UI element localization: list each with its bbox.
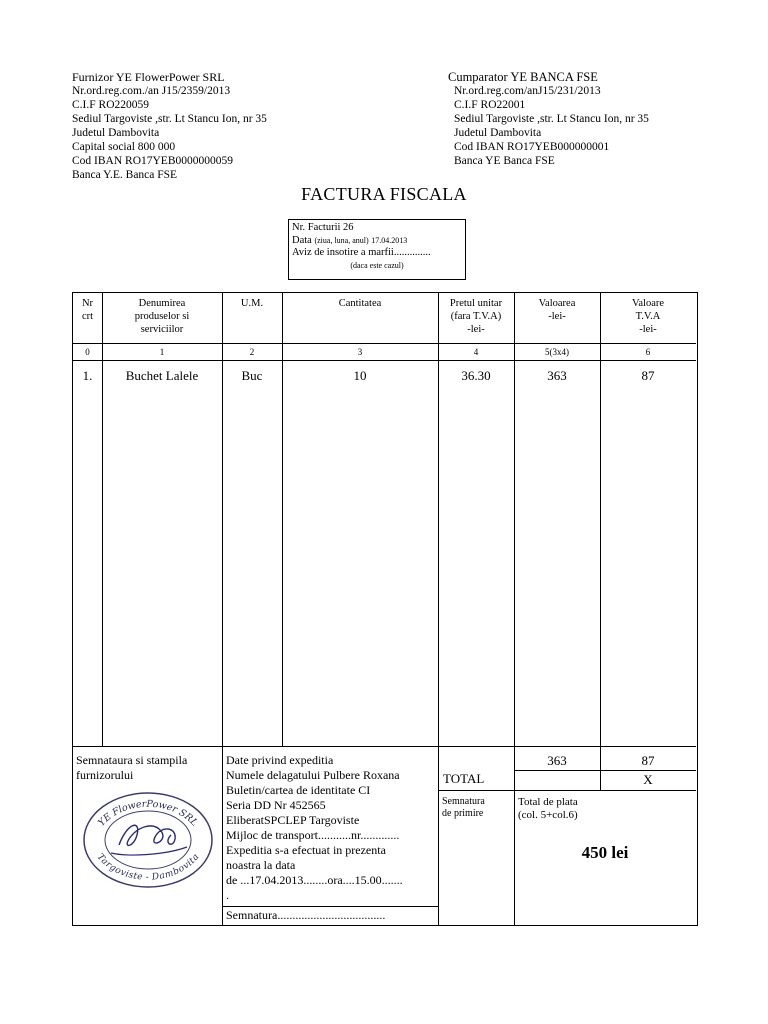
invoice-date-label: Data [292, 234, 312, 246]
buyer-line: Sediul Targoviste ,str. Lt Stancu Ion, nr 35 [454, 113, 649, 125]
supplier-info [72, 70, 267, 182]
buyer-line: Banca YE Banca FSE [454, 155, 555, 167]
supplier-line: Capital social 800 000 [72, 141, 176, 153]
col-divider [438, 293, 439, 925]
header-divider [73, 343, 696, 344]
signature-underline [111, 847, 187, 855]
buyer-line: Nr.ord.reg.com/anJ15/231/2013 [454, 85, 601, 97]
supplier-line: Banca Y.E. Banca FSE [72, 169, 178, 181]
row-pret: 36.30 [461, 368, 491, 383]
stamp-bottom-text: Targoviste - Dambovita [94, 852, 202, 883]
total-bottom-divider [438, 790, 696, 791]
invoice-date [292, 235, 462, 248]
supplier-line: Furnizor YE FlowerPower SRL [72, 70, 225, 84]
aviz-hint: (daca este cazul) [350, 260, 404, 270]
column-number: 3 [357, 347, 363, 357]
supplier-line: Judetul Dambovita [72, 127, 160, 139]
supplier-line: Cod IBAN RO17YEB0000000059 [72, 155, 234, 167]
buyer-line: Cod IBAN RO17YEB000000001 [454, 141, 610, 153]
buyer-line: Judetul Dambovita [454, 127, 542, 139]
company-stamp [79, 783, 217, 889]
header-cantitate: Cantitatea [338, 298, 382, 309]
row-tva: 87 [641, 368, 655, 383]
buyer-line: C.I.F RO22001 [454, 99, 526, 111]
stamp-top-text: YE FlowerPower SRL [96, 798, 200, 829]
signature-scribble [119, 825, 175, 845]
buyer-info [448, 70, 649, 168]
total-plata-value: 450 lei [581, 843, 629, 862]
col-divider [514, 293, 515, 925]
total-x: X [643, 772, 653, 787]
row-valoare: 363 [547, 368, 567, 383]
footer-divider [73, 746, 696, 747]
column-number: 1 [159, 347, 165, 357]
col-divider [102, 293, 103, 746]
total-plata-label: Total de plata (col. 5+col.6) [518, 796, 578, 821]
expedition-info: Date privind expeditia Numele delagatului Pulbere Roxana Buletin/cartea de identitate CI Seria DD Nr 452565 EliberatSPCLEP Targoviste Mijloc de transport...........nr............. Expeditia s-a efectuat in prezenta noastra la data de ...17.04.2013........ora....15.00....... . [226, 753, 403, 902]
total-tva: 87 [641, 753, 655, 768]
row-cantitate: 10 [353, 368, 367, 383]
invoice-number: Nr. Facturii 26 [292, 222, 354, 233]
invoice-number-box [288, 219, 466, 280]
invoice-date-value: 17.04.2013 [371, 235, 408, 245]
supplier-line: C.I.F RO220059 [72, 99, 149, 111]
receipt-signature-label: Semnatura de primire [442, 796, 485, 819]
row-denumire: Buchet Lalele [125, 368, 199, 383]
total-label: TOTAL [443, 771, 485, 786]
total-row-divider [514, 770, 696, 771]
column-number: 2 [249, 347, 255, 357]
column-number: 5(3x4) [545, 347, 569, 357]
row-um: Buc [241, 368, 263, 383]
header-um: U.M. [240, 298, 264, 309]
column-number: 6 [645, 347, 651, 357]
supplier-line: Sediul Targoviste ,str. Lt Stancu Ion, nr 35 [72, 113, 267, 125]
header-tva: Valoare T.V.A -lei- [631, 298, 665, 335]
signature-divider [222, 906, 438, 907]
header-pret: Pretul unitar (fara T.V.A) -lei- [449, 298, 503, 335]
col-divider [282, 293, 283, 746]
header-valoare: Valoarea -lei- [538, 298, 576, 322]
supplier-line: Nr.ord.reg.com./an J15/2359/2013 [72, 85, 231, 97]
supplier-signature-label: Semnataura si stampila furnizorului [76, 753, 188, 782]
column-number-divider [73, 360, 696, 361]
invoice-table [72, 292, 698, 926]
col-divider [222, 293, 223, 925]
stamp-graphic [79, 783, 217, 889]
buyer-line: Cumparator YE BANCA FSE [448, 70, 598, 84]
column-number: 0 [85, 347, 90, 357]
header-denumire: Denumirea produselor si serviciilor [134, 298, 190, 335]
column-number: 4 [473, 347, 479, 357]
invoice-date-hint: (ziua, luna, anul) [314, 235, 369, 245]
header-nr: Nr crt [81, 298, 94, 322]
total-valoare: 363 [547, 753, 567, 768]
document-title: FACTURA FISCALA [301, 184, 467, 204]
expedition-signature: Semnatura.................................... [226, 908, 386, 922]
row-nr: 1. [82, 368, 93, 383]
aviz-line: Aviz de insotire a marfii.............. [292, 247, 431, 258]
